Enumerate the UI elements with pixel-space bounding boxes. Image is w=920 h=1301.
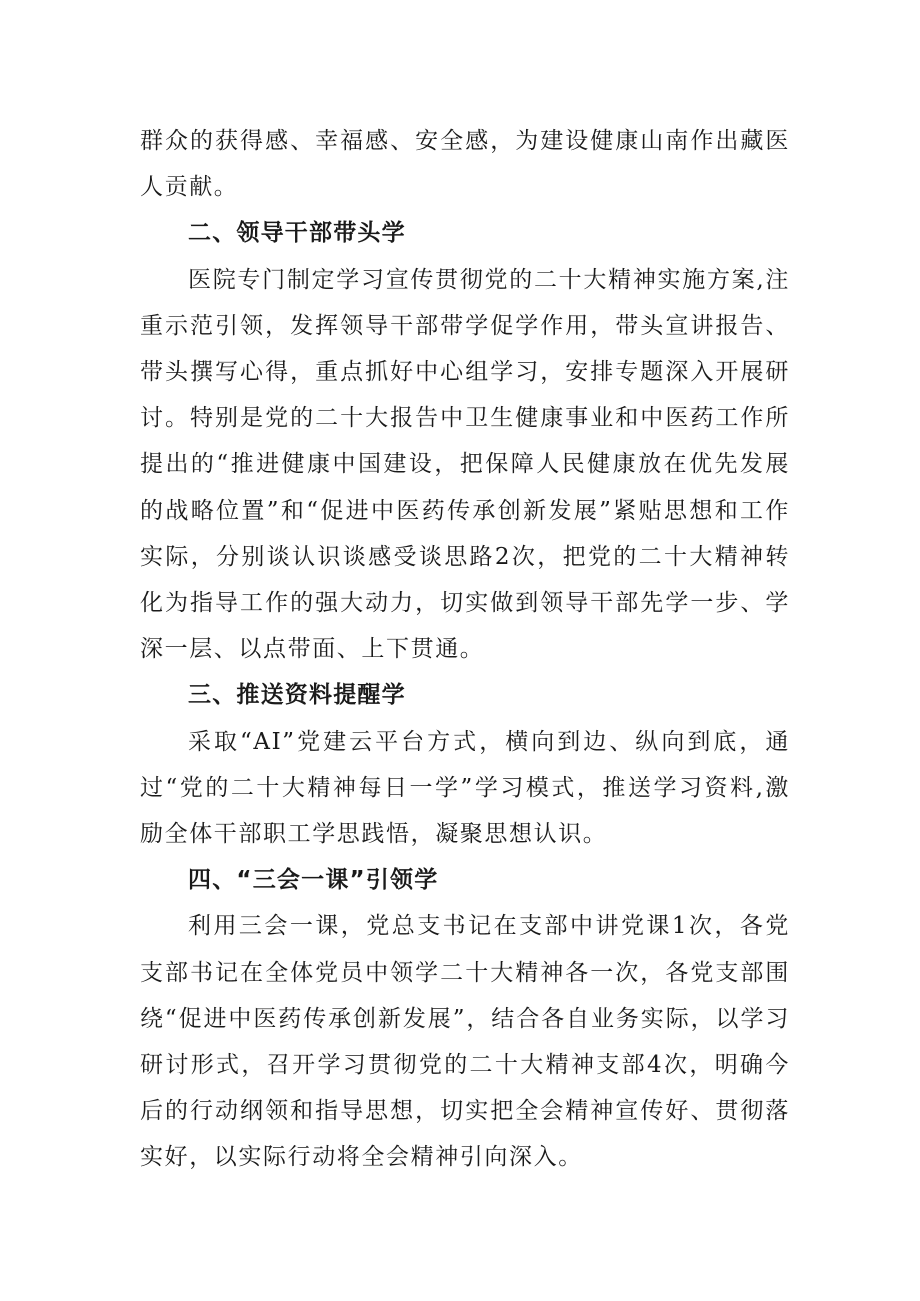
- paragraph-three-meetings: 利用三会一课，党总支书记在支部中讲党课1次，各党支部书记在全体党员中领学二十大精神各一次，各党支部围绕“促进中医药传承创新发展”，结合各自业务实际，以学习研讨形式，召开学习贯彻党的二十大精神支部4次，明确今后的行动纲领和指导思想，切实把全会精神宣传好、贯彻落实好，以实际行动将全会精神引向深入。: [140, 913, 790, 1171]
- paragraph-continuation: 群众的获得感、幸福感、安全感，为建设健康山南作出藏医人贡献。: [140, 128, 790, 201]
- paragraph-push-materials: 采取“AI”党建云平台方式，横向到边、纵向到底，通过“党的二十大精神每日一学”学习模式，推送学习资料,激励全体干部职工学思践悟，凝聚思想认识。: [140, 728, 790, 848]
- document-body: [140, 118, 790, 1181]
- paragraph-leaders: 医院专门制定学习宣传贯彻党的二十大精神实施方案,注重示范引领，发挥领导干部带学促学作用，带头宣讲报告、带头撰写心得，重点抓好中心组学习，安排专题深入开展研讨。特别是党的二十大报告中卫生健康事业和中医药工作所提出的“推进健康中国建设，把保障人民健康放在优先发展的战略位置”和“促进中医药传承创新发展”紧贴思想和工作实际，分别谈认识谈感受谈思路2次，把党的二十大精神转化为指导工作的强大动力，切实做到领导干部先学一步、学深一层、以点带面、上下贯通。: [140, 266, 790, 663]
- section-heading-2: 二、领导干部带头学: [188, 220, 406, 247]
- section-heading-4: 四、“三会一课”引领学: [188, 867, 439, 894]
- section-heading-3: 三、推送资料提醒学: [188, 682, 406, 709]
